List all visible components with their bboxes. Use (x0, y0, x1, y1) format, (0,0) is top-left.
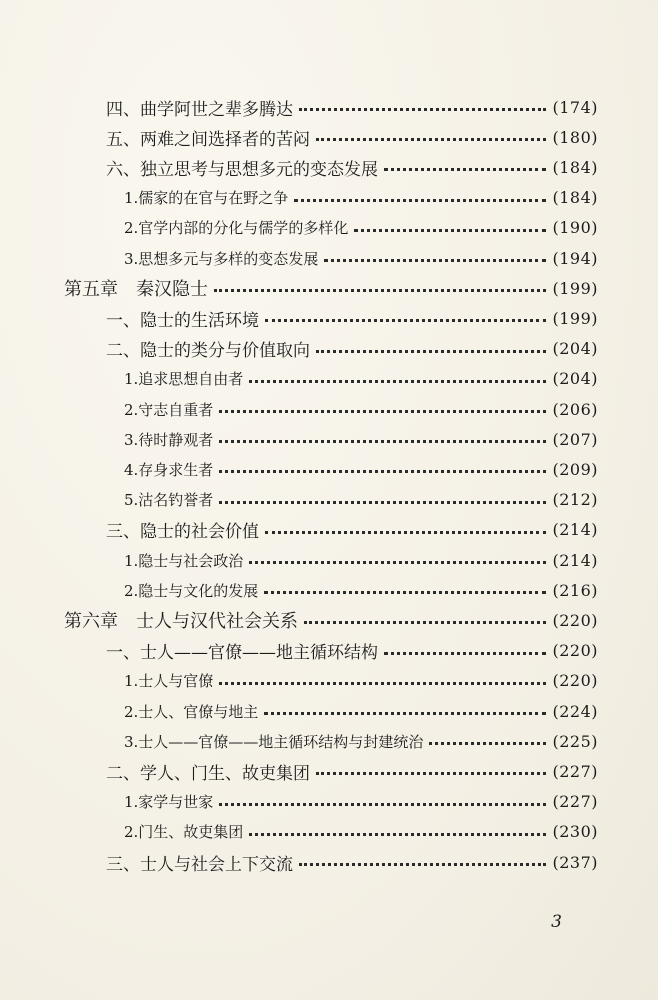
toc-entry (106, 152, 598, 182)
toc-entry-page: (225) (552, 731, 598, 751)
toc-entry-page: (216) (552, 580, 598, 600)
toc-entry-page: (207) (552, 429, 598, 449)
dot-leader (316, 771, 546, 775)
toc-entry-title: 四、曲学阿世之辈多腾达 (106, 99, 293, 120)
toc-entry-page: (212) (552, 490, 598, 510)
toc-entry-title: 六、独立思考与思想多元的变态发展 (106, 159, 378, 180)
toc-entry-page: (174) (552, 97, 598, 117)
toc-entry-title: 3.思想多元与多样的变态发展 (124, 249, 319, 268)
toc-entry-title: 5.沽名钓誉者 (124, 491, 214, 510)
dot-leader (384, 651, 546, 655)
toc-entry-page: (227) (552, 792, 598, 812)
dot-leader (219, 681, 546, 685)
toc-entry (106, 334, 598, 364)
dot-leader (304, 620, 546, 624)
toc-entry-page: (230) (552, 822, 598, 842)
toc-entry-line (106, 125, 598, 150)
dot-leader (214, 288, 546, 292)
toc-entry (106, 756, 598, 786)
toc-entry (124, 545, 598, 575)
toc-entry-page: (227) (552, 761, 598, 781)
toc-entry-line (124, 217, 598, 238)
toc-entry (124, 787, 598, 817)
toc-entry-title: 3.待时静观者 (124, 430, 214, 449)
toc-entry (106, 122, 598, 152)
dot-leader (316, 137, 546, 141)
toc-entry (106, 847, 598, 877)
toc-entry-line (106, 336, 598, 361)
dot-leader (429, 741, 546, 745)
toc-entry-title: 第六章 士人与汉代社会关系 (64, 611, 298, 633)
toc-entry-page: (184) (552, 157, 598, 177)
toc-entry-page: (214) (552, 520, 598, 540)
toc-entry-page: (237) (552, 852, 598, 872)
toc-entry-page: (194) (552, 248, 598, 268)
toc-entry-title: 1.儒家的在官与在野之争 (124, 189, 289, 208)
dot-leader (219, 409, 546, 413)
toc-entry-title: 2.官学内部的分化与儒学的多样化 (124, 219, 349, 238)
toc-entry-line (124, 429, 598, 450)
toc-entry (124, 213, 598, 243)
toc-entry-page: (214) (552, 550, 598, 570)
toc-entry-page: (180) (552, 127, 598, 147)
toc-entry-line (124, 731, 598, 752)
dot-leader (354, 228, 546, 232)
dot-leader (249, 832, 546, 836)
dot-leader (219, 802, 546, 806)
toc-entry-title: 3.士人——官僚——地主循环结构与封建统治 (124, 732, 424, 751)
toc-entry-title: 1.追求思想自由者 (124, 370, 244, 389)
toc-entry-title: 一、隐士的生活环境 (106, 310, 259, 331)
toc-entry (124, 183, 598, 213)
toc-entry (124, 817, 598, 847)
toc-entry-line (106, 517, 598, 542)
toc-entry-page: (199) (552, 278, 598, 298)
toc-entry-title: 五、两难之间选择者的苦闷 (106, 129, 310, 150)
dot-leader (265, 530, 546, 534)
toc-entry-line (106, 759, 598, 784)
toc-entry-page: (199) (552, 308, 598, 328)
toc-entry-page: (190) (552, 218, 598, 238)
dot-leader (264, 590, 546, 594)
toc-entry-line (124, 670, 598, 691)
toc-entry (124, 666, 598, 696)
toc-entry-line (106, 306, 598, 331)
toc-entry-line (106, 638, 598, 663)
toc-entry-line (124, 368, 598, 389)
dot-leader (264, 711, 546, 715)
toc-entry-line (106, 155, 598, 180)
dot-leader (249, 379, 546, 383)
toc-entry-line (124, 399, 598, 420)
toc-entry (106, 515, 598, 545)
dot-leader (316, 349, 546, 353)
toc-entry (64, 605, 598, 635)
toc-entry-line (64, 607, 598, 633)
toc-entry (124, 364, 598, 394)
toc-entry (106, 92, 598, 122)
toc-entry-page: (184) (552, 188, 598, 208)
toc-entry-page: (204) (552, 339, 598, 359)
dot-leader (219, 439, 546, 443)
toc-entry (106, 636, 598, 666)
toc-entry (124, 454, 598, 484)
toc-entry-title: 2.门生、故吏集团 (124, 823, 244, 842)
dot-leader (299, 107, 546, 111)
toc-entry (124, 424, 598, 454)
toc-entry (106, 303, 598, 333)
dot-leader (249, 560, 546, 564)
toc-entry-line (124, 187, 598, 208)
toc-entry (64, 273, 598, 303)
toc-entry (124, 726, 598, 756)
toc-entry-title: 1.隐士与社会政治 (124, 551, 244, 570)
toc-entry-title: 2.守志自重者 (124, 400, 214, 419)
toc-entry-title: 三、士人与社会上下交流 (106, 854, 293, 875)
dot-leader (294, 198, 546, 202)
toc-entry (124, 575, 598, 605)
dot-leader (219, 469, 546, 473)
toc-entry-line (124, 550, 598, 571)
page-number: 3 (551, 912, 562, 932)
dot-leader (299, 862, 546, 866)
toc-entry-page: (220) (552, 641, 598, 661)
toc-entry-title: 2.士人、官僚与地主 (124, 702, 259, 721)
dot-leader (219, 500, 546, 504)
toc-entry (124, 696, 598, 726)
toc-entry-line (106, 95, 598, 120)
toc-entry (124, 394, 598, 424)
toc-entry-title: 三、隐士的社会价值 (106, 522, 259, 543)
toc-entry (124, 243, 598, 273)
toc-entry-line (124, 791, 598, 812)
toc-entry-title: 二、隐士的类分与价值取向 (106, 341, 310, 362)
toc-entry-line (106, 850, 598, 875)
toc-entry-page: (209) (552, 459, 598, 479)
toc-entry-title: 2.隐士与文化的发展 (124, 581, 259, 600)
dot-leader (384, 167, 546, 171)
toc-entry-title: 一、士人——官僚——地主循环结构 (106, 643, 378, 664)
dot-leader (324, 258, 546, 262)
toc-entry-title: 1.家学与世家 (124, 793, 214, 812)
toc-entry-line (124, 248, 598, 269)
toc-entry-title: 1.士人与官僚 (124, 672, 214, 691)
toc-entry-page: (206) (552, 399, 598, 419)
toc-entry-line (124, 489, 598, 510)
toc-entry-line (124, 821, 598, 842)
toc-entry-title: 二、学人、门生、故吏集团 (106, 763, 310, 784)
toc-entry-page: (224) (552, 701, 598, 721)
toc-entry-title: 第五章 秦汉隐士 (64, 279, 208, 301)
toc-entry-page: (220) (552, 610, 598, 630)
toc-entry-line (124, 580, 598, 601)
toc-entry-line (124, 701, 598, 722)
toc-entry (124, 485, 598, 515)
dot-leader (265, 318, 546, 322)
toc-entry-page: (204) (552, 369, 598, 389)
toc-entry-line (64, 275, 598, 301)
toc-entry-title: 4.存身求生者 (124, 460, 214, 479)
toc-entry-line (124, 459, 598, 480)
toc-entry-page: (220) (552, 671, 598, 691)
